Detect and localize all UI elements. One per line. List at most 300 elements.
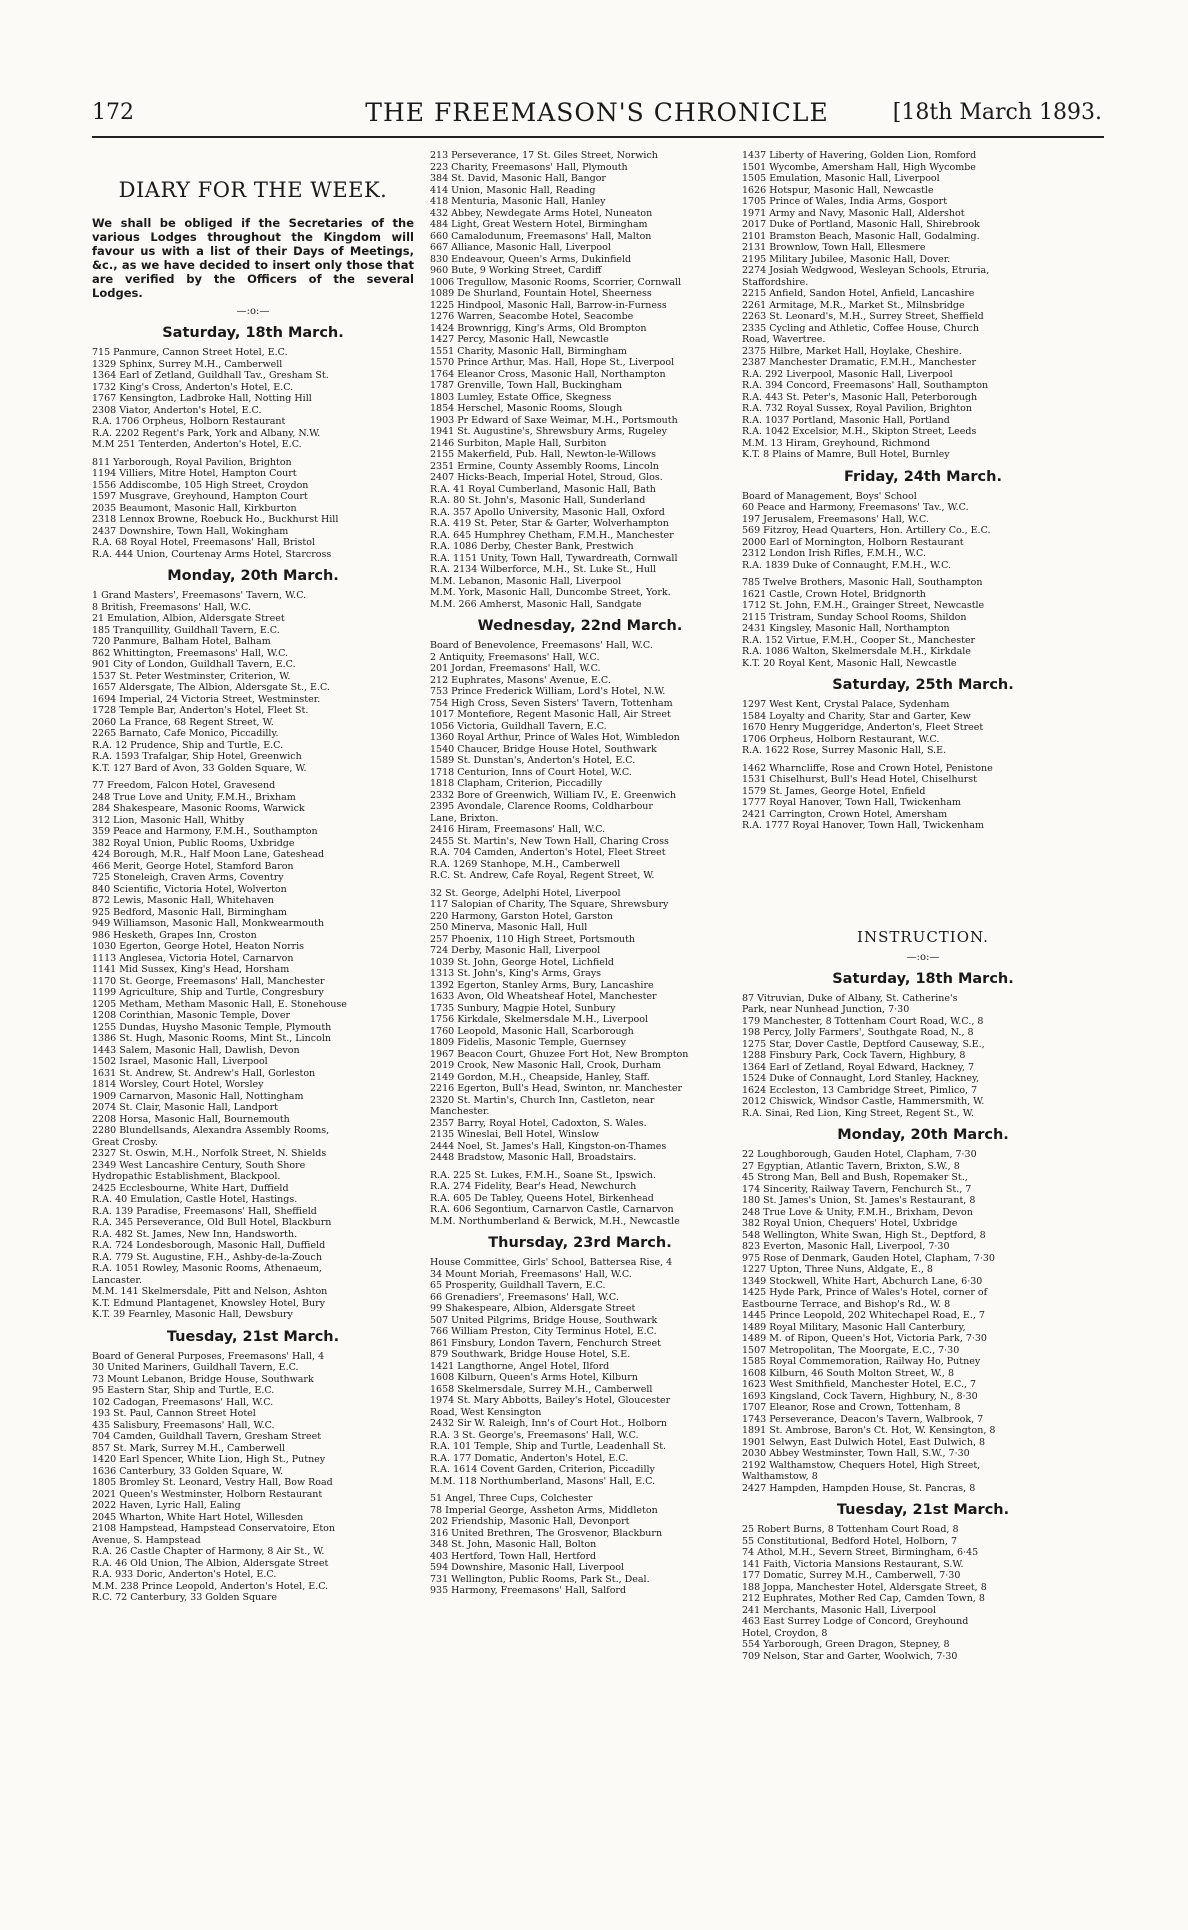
column-2-sections (430, 150, 730, 1597)
lodge-entry: 1728 Temple Bar, Anderton's Hotel, Fleet St. (92, 705, 309, 716)
instruction-title: INSTRUCTION. (857, 927, 989, 946)
lodge-entry: 823 Everton, Masonic Hall, Liverpool, 7·30 (742, 1241, 950, 1252)
lodge-entry: 901 City of London, Guildhall Tavern, E.C. (92, 659, 296, 670)
lodge-entry: R.A. 1593 Trafalgar, Ship Hotel, Greenwich (92, 751, 302, 762)
lodge-entry: 30 United Mariners, Guildhall Tavern, E.C. (92, 1362, 299, 1373)
lodge-entry: 1329 Sphinx, Surrey M.H., Camberwell (92, 358, 283, 370)
lodge-entry: 1313 St. John's, King's Arms, Grays (430, 968, 602, 979)
lodge-entry: K.T. 39 Fearnley, Masonic Hall, Dewsbury (92, 1309, 293, 1320)
lodge-entry: R.A. 101 Temple, Ship and Turtle, Leadenhall St. (430, 1441, 667, 1452)
lodge-entry: 840 Scientific, Victoria Hotel, Wolverton (92, 883, 287, 895)
lodge-entry: 2375 Hilbre, Market Hall, Hoylake, Cheshire. (742, 345, 962, 357)
lodge-entry: 2425 Ecclesbourne, White Hart, Duffield (92, 1182, 289, 1194)
lodge-entry: 1732 King's Cross, Anderton's Hotel, E.C. (92, 381, 294, 393)
lodge-entry: 1657 Aldersgate, The Albion, Aldersgate St., E.C. (92, 682, 330, 693)
lodge-entry: R.A. 3 St. George's, Freemasons' Hall, W.C. (430, 1429, 639, 1441)
header-rule (92, 136, 1104, 138)
day-heading: Wednesday, 22nd March. (477, 618, 683, 634)
lodge-entry: 179 Manchester, 8 Tottenham Court Road, W.C., 8 (742, 1015, 984, 1027)
lodge-entry: 2432 Sir W. Raleigh, Inn's of Court Hot., Holborn (430, 1418, 668, 1429)
lodge-entry: 725 Stoneleigh, Craven Arms, Coventry (92, 872, 284, 883)
lodge-entry: R.A. 444 Union, Courtenay Arms Hotel, Starcross (92, 548, 332, 560)
lodge-entry: 715 Panmure, Cannon Street Hotel, E.C. (92, 347, 288, 358)
lodge-entry: 1631 St. Andrew, St. Andrew's Hall, Gorleston (92, 1067, 316, 1079)
lodge-entry: R.A. 139 Paradise, Freemasons' Hall, Sheffield (92, 1205, 317, 1217)
lodge-entry: 1288 Finsbury Park, Cock Tavern, Highbury, 8 (742, 1050, 966, 1061)
lodge-entry: R.A. 1777 Royal Hanover, Town Hall, Twickenham (742, 820, 984, 831)
lodge-entry: 2146 Surbiton, Maple Hall, Surbiton (430, 437, 607, 449)
lodge-entry: M.M. 266 Amherst, Masonic Hall, Sandgate (430, 598, 642, 610)
lodge-entry: K.T. 20 Royal Kent, Masonic Hall, Newcastle (742, 657, 957, 669)
lodge-entry: 95 Eastern Star, Ship and Turtle, E.C. (92, 1385, 275, 1396)
lodge-entry: 21 Emulation, Albion, Aldersgate Street (92, 613, 285, 624)
day-heading: Thursday, 23rd March. (488, 1235, 672, 1251)
column-2 (430, 150, 730, 1920)
lodge-entry: 724 Derby, Masonic Hall, Liverpool (430, 945, 601, 956)
lodge-entry: Manchester. (430, 1106, 490, 1117)
lodge-entry: 1420 Earl Spencer, White Lion, High St., Putney (92, 1454, 326, 1465)
lodge-entry: 830 Endeavour, Queen's Arms, Dukinfield (430, 253, 632, 265)
lodge-entry: 51 Angel, Three Cups, Colchester (430, 1493, 593, 1504)
lodge-entry: 1764 Eleanor Cross, Masonic Hall, Northampton (430, 368, 666, 380)
lodge-entry: 2349 West Lancashire Century, South Shore (92, 1159, 306, 1171)
lodge-entry: 594 Downshire, Masonic Hall, Liverpool (430, 1562, 624, 1573)
lodge-entry: 2108 Hampstead, Hampstead Conservatoire, Eton (92, 1523, 335, 1534)
lodge-entry: 1814 Worsley, Court Hotel, Worsley (92, 1079, 264, 1090)
lodge-entry: 2115 Tristram, Sunday School Rooms, Shildon (742, 611, 967, 623)
lodge-entry: 198 Percy, Jolly Farmers', Southgate Road, N., 8 (742, 1027, 974, 1038)
lodge-entry: 1225 Hindpool, Masonic Hall, Barrow-in-Furness (430, 299, 667, 311)
lodge-entry: 102 Cadogan, Freemasons' Hall, W.C. (92, 1396, 274, 1408)
lodge-entry: 1670 Henry Muggeridge, Anderton's, Fleet Street (742, 722, 984, 733)
lodge-entry: 1437 Liberty of Havering, Golden Lion, Romford (742, 150, 977, 161)
lodge-entry: 1718 Centurion, Inns of Court Hotel, W.C. (430, 766, 632, 778)
lodge-entry: 2017 Duke of Portland, Masonic Hall, Shirebrook (742, 219, 980, 230)
lodge-entry: 78 Imperial George, Assheton Arms, Middleton (430, 1504, 658, 1516)
lodge-entry: 1364 Earl of Zetland, Royal Edward, Hackney, 7 (742, 1061, 975, 1073)
day-heading: Tuesday, 21st March. (836, 1502, 1010, 1518)
lodge-entry: 2131 Brownlow, Town Hall, Ellesmere (742, 242, 926, 253)
lodge-entry: 2012 Chiswick, Windsor Castle, Hammersmith, W. (742, 1096, 985, 1107)
diary-intro: We shall be obliged if the Secretaries of the various Lodges throughout the Kingdom will favour us with a list of their Days of Meetings, &c., as we have decided to insert only those that are verified by the Officers of the several Lodges. (92, 216, 414, 300)
lodge-entry: R.A. 1042 Excelsior, M.H., Skipton Street, Leeds (742, 426, 977, 437)
lodge-entry: 312 Lion, Masonic Hall, Whitby (92, 814, 245, 826)
lodge-entry: 77 Freedom, Falcon Hotel, Gravesend (92, 780, 276, 791)
lodge-entry: 2387 Manchester Dramatic, F.M.H., Manchester (742, 357, 977, 368)
lodge-entry: 2280 Blundellsands, Alexandra Assembly Rooms, (92, 1125, 330, 1136)
lodge-entry: 1537 St. Peter Westminster, Criterion, W. (92, 670, 291, 682)
lodge-entry: R.A. 605 De Tabley, Queens Hotel, Birkenhead (430, 1192, 654, 1204)
lodge-entry: Road, Wavertree. (742, 334, 826, 345)
lodge-entry: M.M. 118 Northumberland, Masons' Hall, E.C. (430, 1475, 656, 1487)
lodge-entry: 45 Strong Man, Bell and Bush, Ropemaker St., (742, 1172, 968, 1183)
lodge-entry: R.A. 40 Emulation, Castle Hotel, Hastings. (92, 1194, 298, 1205)
lodge-entry: 1805 Bromley St. Leonard, Vestry Hall, Bow Road (92, 1477, 333, 1488)
lodge-entry: 202 Friendship, Masonic Hall, Devonport (430, 1516, 630, 1527)
lodge-entry: 1767 Kensington, Ladbroke Hall, Notting Hill (92, 393, 312, 404)
lodge-entry: 99 Shakespeare, Albion, Aldersgate Street (430, 1303, 636, 1314)
lodge-entry: R.A. 732 Royal Sussex, Royal Pavilion, Brighton (742, 403, 972, 414)
lodge-entry: 754 High Cross, Seven Sisters' Tavern, Tottenham (430, 697, 673, 709)
lodge-entry: 1089 De Shurland, Fountain Hotel, Sheerness (430, 288, 652, 299)
lodge-entry: 2318 Lennox Browne, Roebuck Ho., Buckhurst Hill (92, 514, 339, 525)
lodge-entry: M.M. 238 Prince Leopold, Anderton's Hotel, E.C. (92, 1580, 329, 1592)
lodge-entry: 2437 Downshire, Town Hall, Wokingham (92, 525, 289, 537)
lodge-entry: 484 Light, Great Western Hotel, Birmingham (430, 219, 648, 230)
lodge-entry: 785 Twelve Brothers, Masonic Hall, Southampton (742, 577, 983, 588)
lodge-entry: 188 Joppa, Manchester Hotel, Aldersgate Street, 8 (742, 1581, 987, 1593)
lodge-entry: 1707 Eleanor, Rose and Crown, Tottenham, 8 (742, 1402, 961, 1413)
lodge-entry: 212 Euphrates, Mother Red Cap, Camden Town, 8 (742, 1593, 985, 1604)
lodge-entry: R.A. 394 Concord, Freemasons' Hall, Southampton (742, 380, 989, 391)
lodge-entry: 2030 Abbey Westminster, Town Hall, S.W., 7·30 (742, 1448, 970, 1459)
lodge-entry: 60 Peace and Harmony, Freemasons' Tav., W.C. (742, 502, 969, 513)
lodge-entry: 74 Athol, M.H., Severn Street, Birmingham, 6·45 (742, 1547, 979, 1558)
lodge-entry: 22 Loughborough, Gauden Hotel, Clapham, 7·30 (742, 1149, 977, 1160)
lodge-entry: 2022 Haven, Lyric Hall, Ealing (92, 1500, 241, 1511)
lodge-entry: 2060 La France, 68 Regent Street, W. (92, 716, 274, 728)
lodge-entry: 2327 St. Oswin, M.H., Norfolk Street, N. Shields (92, 1148, 327, 1159)
lodge-entry: 2335 Cycling and Athletic, Coffee House, Church (742, 322, 979, 334)
lodge-entry: 220 Harmony, Garston Hotel, Garston (430, 910, 613, 922)
lodge-entry: 87 Vitruvian, Duke of Albany, St. Catherine's (742, 992, 958, 1004)
lodge-entry: 1199 Agriculture, Ship and Turtle, Congresbury (92, 987, 324, 998)
lodge-entry: 2265 Barnato, Cafe Monico, Piccadilly. (92, 728, 279, 739)
lodge-entry: House Committee, Girls' School, Battersea Rise, 4 (430, 1257, 673, 1268)
lodge-entry: 1694 Imperial, 24 Victoria Street, Westminster. (92, 693, 321, 705)
lodge-entry: 32 St. George, Adelphi Hotel, Liverpool (430, 887, 621, 899)
lodge-entry: R.A. 606 Segontium, Carnarvon Castle, Carnarvon (430, 1204, 674, 1215)
lodge-entry: 1424 Brownrigg, King's Arms, Old Brompton (430, 322, 647, 334)
lodge-entry: M.M. 13 Hiram, Greyhound, Richmond (742, 437, 931, 449)
lodge-entry: 2407 Hicks-Beach, Imperial Hotel, Stroud, Glos. (430, 472, 663, 483)
lodge-entry: 432 Abbey, Newdegate Arms Hotel, Nuneaton (430, 207, 653, 219)
lodge-entry: 1056 Victoria, Guildhall Tavern, E.C. (430, 720, 607, 732)
lodge-entry: 1502 Israel, Masonic Hall, Liverpool (92, 1056, 268, 1067)
lodge-entry: 435 Salisbury, Freemasons' Hall, W.C. (92, 1419, 275, 1431)
lodge-entry: 359 Peace and Harmony, F.M.H., Southampton (92, 826, 318, 837)
lodge-entry: 1386 St. Hugh, Masonic Rooms, Mint St., Lincoln (92, 1033, 331, 1044)
lodge-entry: 1818 Clapham, Criterion, Piccadilly (430, 778, 603, 789)
lodge-entry: 1194 Villiers, Mitre Hotel, Hampton Court (92, 468, 297, 479)
lodge-entry: 2455 St. Martin's, New Town Hall, Charing Cross (430, 835, 669, 847)
lodge-entry: 704 Camden, Guildhall Tavern, Gresham Street (92, 1431, 322, 1442)
lodge-entry: R.A. 152 Virtue, F.M.H., Cooper St., Manchester (742, 634, 976, 646)
day-heading: Tuesday, 21st March. (166, 1328, 340, 1345)
lodge-entry: R.A. 933 Doric, Anderton's Hotel, E.C. (92, 1569, 277, 1580)
lodge-entry: 1633 Avon, Old Wheatsheaf Hotel, Manchester (430, 991, 657, 1002)
lodge-entry: R.A. 2202 Regent's Park, York and Albany, N.W. (92, 427, 321, 439)
lodge-entry: 223 Charity, Freemasons' Hall, Plymouth (430, 161, 628, 173)
lodge-entry: R.A. 1051 Rowley, Masonic Rooms, Athenaeum, (92, 1263, 322, 1274)
lodge-entry: 418 Menturia, Masonic Hall, Hanley (430, 196, 606, 207)
lodge-entry: R.A. 482 St. James, New Inn, Handsworth. (92, 1228, 298, 1240)
lodge-entry: 554 Yarborough, Green Dragon, Stepney, 8 (742, 1639, 950, 1650)
column-1 (92, 150, 414, 1920)
publication-title: THE FREEMASON'S CHRONICLE (365, 98, 829, 127)
lodge-entry: Great Crosby. (92, 1136, 158, 1148)
lodge-entry: 1113 Anglesea, Victoria Hotel, Carnarvon (92, 952, 294, 964)
lodge-entry: R.A. 12 Prudence, Ship and Turtle, E.C. (92, 739, 284, 751)
lodge-entry: Hotel, Croydon, 8 (742, 1627, 828, 1639)
lodge-entry: Hydropathic Establishment, Blackpool. (92, 1171, 281, 1182)
lodge-entry: Board of Benevolence, Freemasons' Hall, W.C. (430, 640, 653, 651)
lodge-entry: 548 Wellington, White Swan, High St., Deptford, 8 (742, 1229, 986, 1241)
lodge-entry: R.A. 1037 Portland, Masonic Hall, Portland (742, 414, 950, 426)
lodge-entry: 2444 Noel, St. James's Hall, Kingston-on-Thames (430, 1140, 667, 1152)
lodge-entry: 1787 Grenville, Town Hall, Buckingham (430, 380, 623, 391)
lodge-entry: 1462 Wharncliffe, Rose and Crown Hotel, Penistone (742, 762, 993, 774)
day-heading: Saturday, 18th March. (162, 325, 344, 341)
lodge-entry: 1540 Chaucer, Bridge House Hotel, Southwark (430, 743, 657, 755)
lodge-entry: 1551 Charity, Masonic Hall, Birmingham (430, 345, 627, 357)
lodge-entry: 2320 St. Martin's, Church Inn, Castleton, near (430, 1094, 655, 1106)
lodge-entry: 1803 Lumley, Estate Office, Skegness (430, 391, 612, 403)
lodge-entry: 2448 Bradstow, Masonic Hall, Broadstairs. (430, 1152, 637, 1163)
lodge-entry: R.A. 292 Liverpool, Masonic Hall, Liverpool (742, 368, 953, 380)
lodge-entry: R.A. 1706 Orpheus, Holborn Restaurant (92, 416, 286, 427)
lodge-entry: Board of Management, Boys' School (742, 490, 917, 502)
lodge-entry: 1756 Kirkdale, Skelmersdale M.H., Liverpool (430, 1014, 648, 1025)
lodge-entry: R.A. 1622 Rose, Surrey Masonic Hall, S.E. (742, 745, 947, 756)
lodge-entry: 2074 St. Clair, Masonic Hall, Landport (92, 1102, 278, 1113)
lodge-entry: 861 Finsbury, London Tavern, Fenchurch Street (430, 1337, 661, 1349)
lodge-entry: 2431 Kingsley, Masonic Hall, Northampton (742, 623, 950, 634)
lodge-entry: K.T. Edmund Plantagenet, Knowsley Hotel, Bury (92, 1297, 325, 1309)
lodge-entry: R.A. 1269 Stanhope, M.H., Camberwell (430, 858, 621, 870)
lodge-entry: 975 Rose of Denmark, Gauden Hotel, Clapham, 7·30 (742, 1252, 995, 1264)
lodge-entry: R.A. 779 St. Augustine, F.H., Ashby-de-la-Zouch (92, 1251, 322, 1263)
lodge-entry: R.C. 72 Canterbury, 33 Golden Square (92, 1592, 277, 1603)
lodge-entry: 1743 Perseverance, Deacon's Tavern, Walbrook, 7 (742, 1413, 984, 1425)
lodge-entry: 811 Yarborough, Royal Pavilion, Brighton (92, 456, 292, 468)
lodge-entry: 241 Merchants, Masonic Hall, Liverpool (742, 1604, 936, 1616)
lodge-entry: Road, West Kensington (430, 1406, 542, 1418)
lodge-entry: 1621 Castle, Crown Hotel, Bridgnorth (742, 588, 926, 600)
lodge-entry: 185 Tranquillity, Guildhall Tavern, E.C. (92, 624, 280, 636)
lodge-entry: 935 Harmony, Freemasons' Hall, Salford (430, 1585, 627, 1596)
lodge-entry: 1427 Percy, Masonic Hall, Newcastle (430, 334, 609, 345)
lodge-entry: 316 United Brethren, The Grosvenor, Blackburn (430, 1527, 663, 1539)
lodge-entry: 424 Borough, M.R., Half Moon Lane, Gateshead (92, 849, 325, 860)
lodge-entry: 180 St. James's Union, St. James's Restaurant, 8 (742, 1195, 976, 1206)
lodge-entry: 1141 Mid Sussex, King's Head, Horsham (92, 964, 290, 975)
lodge-entry: 414 Union, Masonic Hall, Reading (430, 184, 596, 196)
page-header (92, 96, 1102, 136)
lodge-entry: 1809 Fidelis, Masonic Temple, Guernsey (430, 1037, 626, 1048)
lodge-entry: 2421 Carrington, Crown Hotel, Amersham (742, 808, 948, 820)
lodge-entry: 1 Grand Masters', Freemasons' Tavern, W.C. (92, 590, 307, 601)
page-number: 172 (92, 100, 134, 125)
lodge-entry: 1597 Musgrave, Greyhound, Hampton Court (92, 491, 308, 502)
lodge-entry: R.A. 68 Royal Hotel, Freemasons' Hall, Bristol (92, 537, 316, 548)
lodge-entry: 1712 St. John, F.M.H., Grainger Street, Newcastle (742, 600, 985, 611)
lodge-entry: Walthamstow, 8 (742, 1471, 818, 1482)
lodge-entry: K.T. 127 Bard of Avon, 33 Golden Square, W. (92, 762, 307, 774)
lodge-entry: R.A. Sinai, Red Lion, King Street, Regent St., W. (742, 1107, 974, 1119)
lodge-entry: 1006 Tregullow, Masonic Rooms, Scorrier, Cornwall (430, 276, 682, 288)
lodge-entry: 1735 Sunbury, Magpie Hotel, Sunbury (430, 1002, 616, 1014)
lodge-entry: K.T. 8 Plains of Mamre, Bull Hotel, Burnley (742, 449, 950, 460)
column-3-sections (742, 150, 1104, 832)
lodge-entry: 1039 St. John, George Hotel, Lichfield (430, 956, 614, 968)
lodge-entry: 1255 Dundas, Huysho Masonic Temple, Plymouth (92, 1021, 332, 1033)
lodge-entry: 1706 Orpheus, Holborn Restaurant, W.C. (742, 733, 940, 745)
lodge-entry: R.A. 225 St. Lukes, F.M.H., Soane St., Ipswich. (430, 1169, 656, 1181)
lodge-entry: 2192 Walthamstow, Chequers Hotel, High Street, (742, 1459, 981, 1471)
lodge-entry: 709 Nelson, Star and Garter, Woolwich, 7·30 (742, 1650, 958, 1662)
lodge-entry: 1275 Star, Dover Castle, Deptford Causeway, S.E., (742, 1038, 985, 1050)
diary-title: DIARY FOR THE WEEK. (118, 178, 388, 202)
ornament: —:o:— (906, 951, 940, 963)
issue-date: [18th March 1893. (892, 100, 1102, 125)
lodge-entry: 65 Prosperity, Guildhall Tavern, E.C. (430, 1280, 606, 1291)
lodge-entry: 1489 M. of Ripon, Queen's Hot, Victoria Park, 7·30 (742, 1333, 987, 1344)
lodge-entry: 1585 Royal Commemoration, Railway Ho, Putney (742, 1356, 981, 1367)
lodge-entry: 766 William Preston, City Terminus Hotel, E.C. (430, 1326, 657, 1337)
lodge-entry: 1891 St. Ambrose, Baron's Ct. Hot, W. Kensington, 8 (742, 1425, 996, 1436)
lodge-entry: 2155 Makerfield, Pub. Hall, Newton-le-Willows (430, 449, 657, 460)
lodge-entry: 193 St. Paul, Cannon Street Hotel (92, 1408, 256, 1419)
lodge-entry: 660 Camalodunum, Freemasons' Hall, Malton (430, 230, 652, 242)
lodge-entry: 2427 Hampden, Hampden House, St. Pancras, 8 (742, 1482, 976, 1494)
lodge-entry: 1608 Kilburn, 46 South Molton Street, W., 8 (742, 1367, 955, 1379)
lodge-entry: 1531 Chiselhurst, Bull's Head Hotel, Chiselhurst (742, 774, 977, 785)
lodge-entry: 2195 Military Jubilee, Masonic Hall, Dover. (742, 253, 951, 265)
lodge-entry: Avenue, S. Hampstead (92, 1534, 201, 1546)
lodge-entry: 2208 Horsa, Masonic Hall, Bournemouth (92, 1113, 290, 1125)
lodge-entry: Lane, Brixton. (430, 812, 499, 824)
column-1-sections (92, 325, 414, 1604)
lodge-entry: M.M. Northumberland & Berwick, M.H., Newcastle (430, 1215, 680, 1227)
lodge-entry: 1425 Hyde Park, Prince of Wales's Hotel, corner of (742, 1287, 988, 1298)
lodge-entry: 2035 Beaumont, Masonic Hall, Kirkburton (92, 502, 297, 514)
lodge-entry: R.A. 2134 Wilberforce, M.H., St. Luke St., Hull (430, 564, 657, 575)
lodge-entry: R.A. 274 Fidelity, Bear's Head, Newchurch (430, 1181, 637, 1192)
lodge-entry: 569 Fitzroy, Head Quarters, Hon. Artillery Co., E.C. (742, 525, 991, 536)
lodge-entry: R.A. 1614 Covent Garden, Criterion, Piccadilly (430, 1464, 655, 1475)
lodge-entry: 1636 Canterbury, 33 Golden Square, W. (92, 1465, 284, 1477)
lodge-entry: 284 Shakespeare, Masonic Rooms, Warwick (92, 803, 305, 814)
lodge-entry: 2416 Hiram, Freemasons' Hall, W.C. (430, 824, 606, 835)
lodge-entry: R.C. St. Andrew, Cafe Royal, Regent Street, W. (430, 870, 655, 881)
lodge-entry: 1579 St. James, George Hotel, Enfield (742, 785, 926, 797)
lodge-entry: 2308 Viator, Anderton's Hotel, E.C. (92, 404, 262, 416)
lodge-entry: 2261 Armitage, M.R., Market St., Milnsbridge (742, 299, 965, 311)
lodge-entry: R.A. 1151 Unity, Town Hall, Tywardreath, Cornwall (430, 552, 678, 564)
lodge-entry: 2 Antiquity, Freemasons' Hall, W.C. (430, 651, 600, 663)
lodge-entry: 1971 Army and Navy, Masonic Hall, Aldershot (742, 207, 965, 219)
lodge-entry: 2351 Ermine, County Assembly Rooms, Lincoln (430, 460, 659, 472)
lodge-entry: 463 East Surrey Lodge of Concord, Greyhound (742, 1616, 969, 1627)
lodge-entry: 1903 Pr Edward of Saxe Weimar, M.H., Portsmouth (430, 414, 678, 426)
lodge-entry: R.A. 1086 Walton, Skelmersdale M.H., Kirkdale (742, 646, 971, 657)
lodge-entry: 2101 Bramston Beach, Masonic Hall, Godalming. (742, 230, 980, 242)
day-heading: Saturday, 25th March. (832, 677, 1014, 693)
lodge-entry: 1421 Langthorne, Angel Hotel, Ilford (430, 1360, 610, 1372)
lodge-entry: 1705 Prince of Wales, India Arms, Gosport (742, 196, 948, 207)
lodge-entry: R.A. 357 Apollo University, Masonic Hall, Oxford (430, 506, 665, 518)
lodge-entry: 2021 Queen's Westminster, Holborn Restaurant (92, 1488, 323, 1500)
lodge-entry: 1017 Montefiore, Regent Masonic Hall, Air Street (430, 709, 671, 720)
lodge-entry: 753 Prince Frederick William, Lord's Hotel, N.W. (430, 686, 666, 697)
lodge-entry: R.A. 345 Perseverance, Old Bull Hotel, Blackburn (92, 1217, 332, 1228)
day-heading: Friday, 24th March. (844, 468, 1002, 485)
lodge-entry: R.A. 1839 Duke of Connaught, F.M.H., W.C. (742, 559, 952, 571)
lodge-entry: 1276 Warren, Seacombe Hotel, Seacombe (430, 311, 634, 322)
ornament: —:o:— (236, 306, 270, 317)
lodge-entry: Staffordshire. (742, 276, 809, 288)
lodge-entry: 27 Egyptian, Atlantic Tavern, Brixton, S.W., 8 (742, 1160, 960, 1172)
lodge-entry: 73 Mount Lebanon, Bridge House, Southwark (92, 1373, 314, 1385)
lodge-entry: 2274 Josiah Wedgwood, Wesleyan Schools, Etruria, (742, 265, 990, 276)
lodge-entry: 34 Mount Moriah, Freemasons' Hall, W.C. (430, 1268, 632, 1280)
lodge-entry: 1589 St. Dunstan's, Anderton's Hotel, E.C. (430, 755, 636, 766)
lodge-entry: 925 Bedford, Masonic Hall, Birmingham (92, 906, 287, 918)
lodge-entry: 1693 Kingsland, Cock Tavern, Highbury, N., 8·30 (742, 1390, 978, 1402)
lodge-entry: 1501 Wycombe, Amersham Hall, High Wycombe (742, 161, 976, 173)
lodge-entry: R.A. 26 Castle Chapter of Harmony, 8 Air St., W. (92, 1546, 325, 1557)
lodge-entry: 177 Domatic, Surrey M.H., Camberwell, 7·30 (742, 1570, 961, 1581)
lodge-entry: M.M 251 Tenterden, Anderton's Hotel, E.C. (92, 439, 302, 450)
lodge-entry: 174 Sincerity, Railway Tavern, Fenchurch St., 7 (742, 1183, 972, 1195)
lodge-entry: 8 British, Freemasons' Hall, W.C. (92, 601, 251, 613)
lodge-entry: 731 Wellington, Public Rooms, Park St., Deal. (430, 1573, 650, 1585)
lodge-entry: 117 Salopian of Charity, The Square, Shrewsbury (430, 899, 669, 910)
lodge-entry: 348 St. John, Masonic Hall, Bolton (430, 1539, 597, 1550)
column-3 (742, 150, 1104, 1920)
lodge-entry: 1623 West Smithfield, Manchester Hotel, E.C., 7 (742, 1379, 977, 1390)
lodge-entry: 1507 Metropolitan, The Moorgate, E.C., 7·30 (742, 1344, 960, 1356)
lodge-entry: 466 Merit, George Hotel, Stamford Baron (92, 860, 294, 872)
lodge-entry: 1208 Corinthian, Masonic Temple, Dover (92, 1010, 291, 1021)
lodge-entry: 1205 Metham, Metham Masonic Hall, E. Stonehouse (92, 998, 347, 1010)
lodge-entry: 25 Robert Burns, 8 Tottenham Court Road, 8 (742, 1524, 959, 1535)
lodge-entry: 250 Minerva, Masonic Hall, Hull (430, 922, 588, 933)
lodge-entry: R.A. 41 Royal Cumberland, Masonic Hall, Bath (430, 483, 656, 495)
lodge-entry: 857 St. Mark, Surrey M.H., Camberwell (92, 1442, 286, 1454)
lodge-entry: 1030 Egerton, George Hotel, Heaton Norris (92, 941, 305, 952)
lodge-entry: M.M. 141 Skelmersdale, Pitt and Nelson, Ashton (92, 1286, 328, 1297)
lodge-entry: 1556 Addiscombe, 105 High Street, Croydon (92, 479, 309, 491)
lodge-entry: 960 Bute, 9 Working Street, Cardiff (430, 265, 602, 276)
lodge-entry: Eastbourne Terrace, and Bishop's Rd., W. 8 (742, 1298, 951, 1310)
lodge-entry: 384 St. David, Masonic Hall, Bangor (430, 173, 606, 184)
lodge-entry: 1658 Skelmersdale, Surrey M.H., Camberwell (430, 1383, 653, 1395)
lodge-entry: 2135 Wineslai, Bell Hotel, Winslow (430, 1129, 599, 1140)
lodge-entry: Park, near Nunhead Junction, 7·30 (742, 1004, 910, 1015)
lodge-entry: M.M. Lebanon, Masonic Hall, Liverpool (430, 575, 622, 587)
lodge-entry: 2019 Crook, New Masonic Hall, Crook, Durham (430, 1060, 661, 1071)
lodge-entry: 507 United Pilgrims, Bridge House, Southwark (430, 1314, 658, 1326)
lodge-entry: 2332 Bore of Greenwich, William IV., E. Greenwich (430, 789, 677, 801)
lodge-entry: 382 Royal Union, Chequers' Hotel, Uxbridge (742, 1218, 958, 1229)
lodge-entry: 879 Southwark, Bridge House Hotel, S.E. (430, 1349, 631, 1360)
lodge-entry: R.A. 704 Camden, Anderton's Hotel, Fleet Street (430, 847, 666, 858)
lodge-entry: 2357 Barry, Royal Hotel, Cadoxton, S. Wales. (430, 1117, 647, 1129)
lodge-entry: 986 Hesketh, Grapes Inn, Croston (92, 929, 257, 941)
lodge-entry: M.M. York, Masonic Hall, Duncombe Street, York. (430, 587, 671, 598)
lodge-entry: 213 Perseverance, 17 St. Giles Street, Norwich (430, 150, 658, 161)
lodge-entry: R.A. 177 Domatic, Anderton's Hotel, E.C. (430, 1452, 629, 1464)
lodge-entry: 1584 Loyalty and Charity, Star and Garter, Kew (742, 710, 971, 722)
lodge-entry: R.A. 46 Old Union, The Albion, Aldersgate Street (92, 1557, 329, 1569)
lodge-entry: 403 Hertford, Town Hall, Hertford (430, 1550, 597, 1562)
lodge-entry: R.A. 1086 Derby, Chester Bank, Prestwich (430, 541, 634, 552)
lodge-entry: 1443 Salem, Masonic Hall, Dawlish, Devon (92, 1044, 300, 1056)
lodge-entry: 1760 Leopold, Masonic Hall, Scarborough (430, 1025, 634, 1037)
lodge-entry: 201 Jordan, Freemasons' Hall, W.C. (430, 663, 601, 674)
